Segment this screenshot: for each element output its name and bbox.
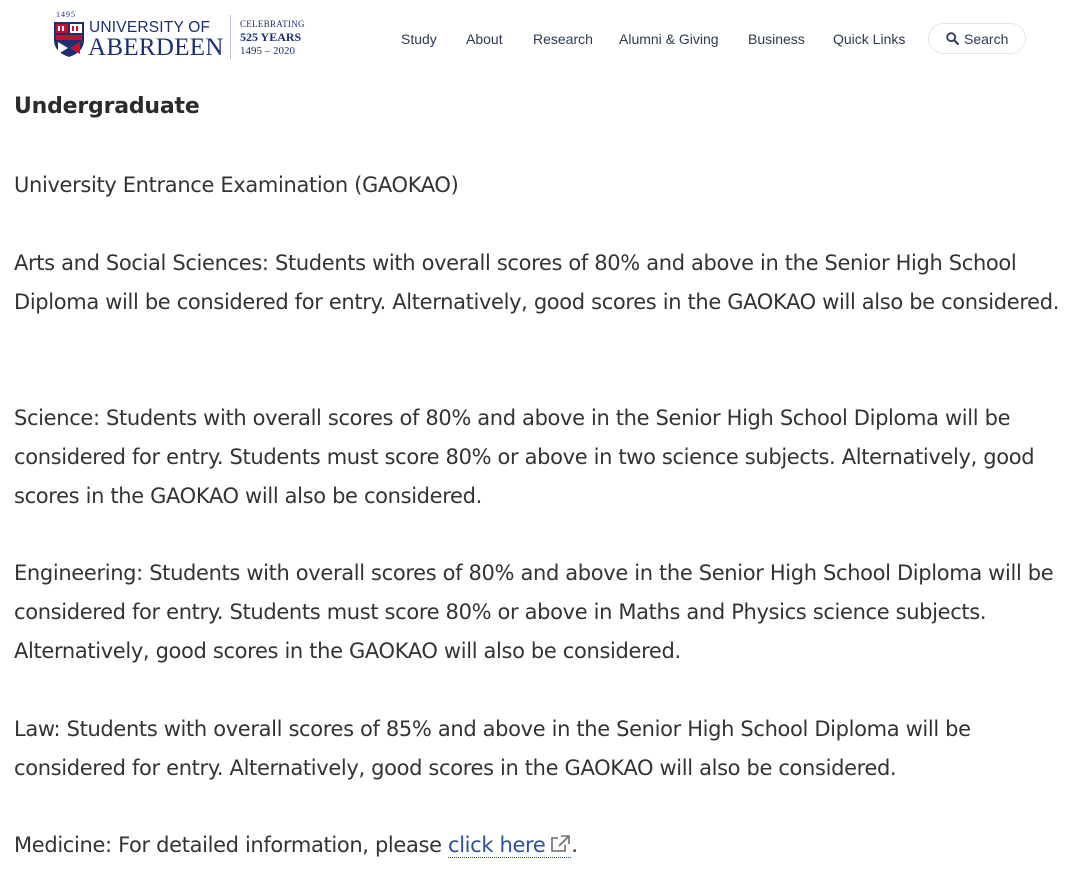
anniversary-celebrating: CELEBRATING bbox=[240, 19, 305, 29]
anniversary-range: 1495 – 2020 bbox=[240, 45, 295, 57]
law-paragraph: Law: Students with overall scores of 85% and above in the Senior High School Diploma will be considered for entry. Alternatively, good scores in the GAOKAO will also be considered. bbox=[14, 717, 971, 780]
nav-quick-links[interactable]: Quick Links bbox=[833, 31, 906, 47]
nav-business[interactable]: Business bbox=[748, 31, 805, 47]
search-label: Search bbox=[964, 31, 1009, 47]
medicine-click-here-link[interactable] bbox=[448, 833, 571, 858]
science-paragraph: Science: Students with overall scores of 80% and above in the Senior High School Diploma will be considered for entry. Students must score 80% or above in two science subjects. Alternatively, good scores in the GAOKAO will also be considered. bbox=[14, 406, 1035, 508]
medicine-text: Medicine: For detailed information, please bbox=[14, 833, 448, 857]
logo-text-aberdeen: ABERDEEN bbox=[88, 34, 224, 61]
main-content bbox=[14, 88, 1074, 857]
main-nav bbox=[0, 22, 1080, 56]
medicine-period: . bbox=[571, 833, 578, 857]
gaokao-paragraph: University Entrance Examination (GAOKAO) bbox=[14, 173, 459, 197]
nav-research[interactable]: Research bbox=[533, 31, 593, 47]
nav-about[interactable]: About bbox=[466, 31, 503, 47]
search-icon bbox=[946, 32, 959, 45]
logo-text-university-of: UNIVERSITY OF bbox=[89, 19, 211, 36]
logo-founding-year: 1495 bbox=[56, 10, 76, 19]
nav-study[interactable]: Study bbox=[401, 31, 437, 47]
arts-social-sciences-paragraph: Arts and Social Sciences: Students with overall scores of 80% and above in the Senior High School Diploma will be considered for entry. Alternatively, good scores in the GAOKAO will also be considered. bbox=[14, 251, 1060, 314]
medicine-paragraph bbox=[14, 826, 1074, 865]
anniversary-years: 525 YEARS bbox=[240, 30, 302, 44]
engineering-paragraph: Engineering: Students with overall scores of 80% and above in the Senior High School Diploma will be considered for entry. Students must score 80% or above in Maths and Physics science subjects. Alternatively, good scores in the GAOKAO will also be considered. bbox=[14, 561, 1054, 663]
search-button[interactable] bbox=[928, 23, 1026, 54]
nav-alumni-giving[interactable]: Alumni & Giving bbox=[619, 31, 719, 47]
site-header bbox=[0, 0, 1080, 76]
section-heading-undergraduate: Undergraduate bbox=[14, 94, 200, 119]
medicine-link-label: click here bbox=[448, 833, 546, 857]
external-link-icon bbox=[549, 834, 571, 854]
